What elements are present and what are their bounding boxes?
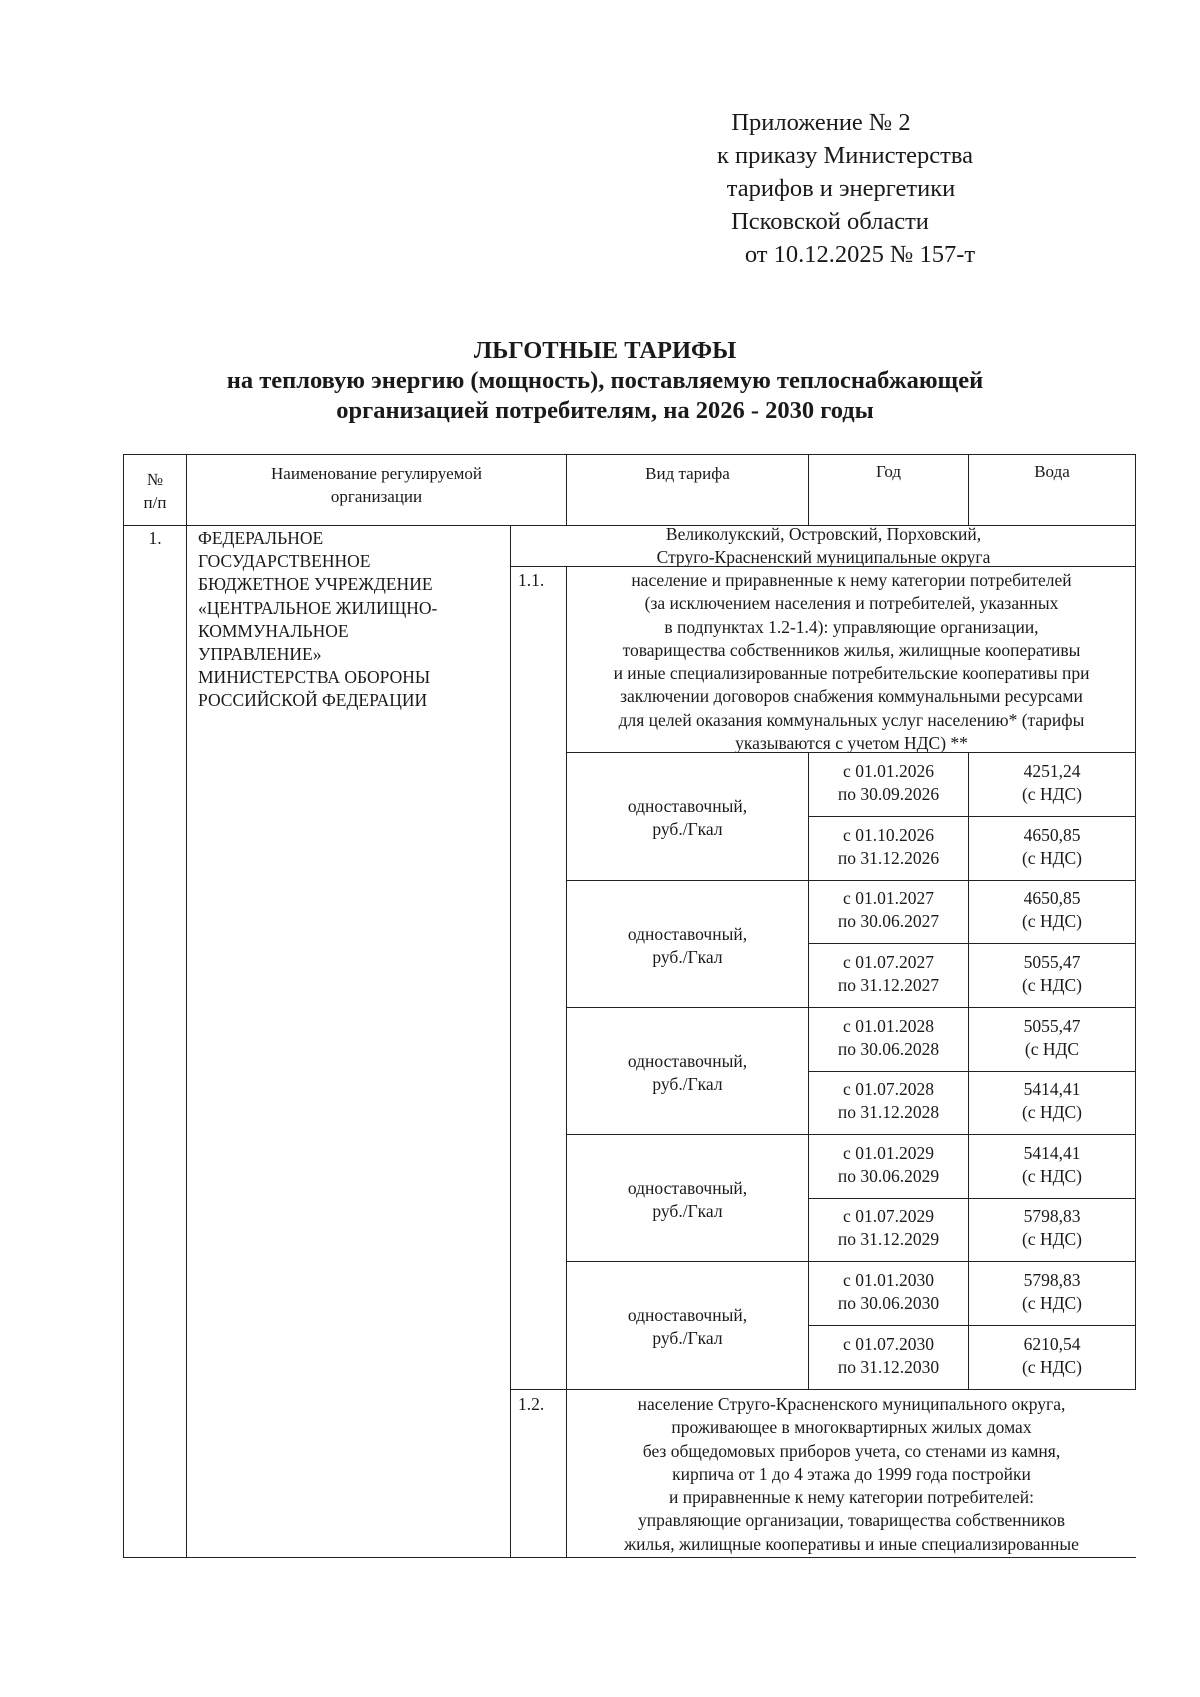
appendix-line: Приложение № 2 — [731, 109, 911, 136]
header-number: № п/п — [143, 470, 167, 512]
table-line — [510, 525, 511, 1558]
tariff-type: одноставочный, руб./Гкал — [627, 1305, 748, 1348]
appendix-line: Псковской области — [731, 208, 929, 235]
table-border-top — [123, 454, 1136, 455]
subsection-description: население и приравненные к нему категории потребителей (за исключением населения и потребителей, указанных в подпунктах 1.2-1.4): управляющие организации, товарищества собственников жилья, жилищные кооперативы и иные специализированные потребительские кооперативы при заключении договоров снабжения коммунальными ресурсами для целей оказания коммунальных услуг населению* (тарифы указываются с учетом НДС) ** — [613, 570, 1090, 754]
table-line — [808, 1071, 1136, 1072]
subsection-number: 1.1. — [518, 570, 545, 590]
tariff-value: 4650,85 (с НДС) — [1021, 888, 1083, 931]
period-dates: с 01.01.2029 по 30.06.2029 — [837, 1143, 940, 1186]
period-dates: с 01.07.2028 по 31.12.2028 — [837, 1079, 940, 1122]
tariff-type: одноставочный, руб./Гкал — [627, 1051, 748, 1094]
title-line: организацией потребителям, на 2026 - 2030 годы — [336, 397, 874, 424]
period-dates: с 01.01.2028 по 30.06.2028 — [837, 1016, 940, 1059]
table-border-bottom — [123, 1557, 1136, 1558]
title-line: ЛЬГОТНЫЕ ТАРИФЫ — [473, 337, 737, 364]
header-year: Год — [876, 462, 901, 481]
period-dates: с 01.01.2026 по 30.09.2026 — [837, 761, 940, 804]
organization-name: ФЕДЕРАЛЬНОЕ ГОСУДАРСТВЕННОЕ БЮДЖЕТНОЕ УЧРЕЖДЕНИЕ «ЦЕНТРАЛЬНОЕ ЖИЛИЩНО- КОММУНАЛЬНОЕ УПРАВЛЕНИЕ» МИНИСТЕРСТВА ОБОРОНЫ РОССИЙСКОЙ ФЕДЕРАЦИИ — [198, 528, 438, 711]
tariff-value: 5798,83 (с НДС) — [1021, 1270, 1083, 1313]
table-line — [566, 1261, 1136, 1262]
document-title — [130, 336, 1080, 426]
table-line — [186, 454, 187, 1558]
tariff-value: 4251,24 (с НДС) — [1021, 761, 1083, 804]
period-dates: с 01.07.2030 по 31.12.2030 — [837, 1334, 940, 1377]
row-number: 1. — [148, 528, 162, 548]
title-line: на тепловую энергию (мощность), поставляемую теплоснабжающей — [226, 367, 984, 394]
period-dates: с 01.01.2027 по 30.06.2027 — [837, 888, 940, 931]
header-water: Вода — [1034, 462, 1070, 481]
table-line — [808, 816, 1136, 817]
subsection-description: население Струго-Красненского муниципального округа, проживающее в многоквартирных жилых домах без общедомовых приборов учета, со стенами из камня, кирпича от 1 до 4 этажа до 1999 года постройки и приравненные к нему категории потребителей: управляющие организации, товарищества собственников жилья, жилищные кооперативы и иные специализированные — [624, 1394, 1079, 1554]
tariff-value: 4650,85 (с НДС) — [1021, 825, 1083, 868]
table-border-left — [123, 454, 124, 1558]
table-line — [510, 1389, 1136, 1390]
appendix-block — [700, 106, 1000, 271]
tariff-value: 5055,47 (с НДС — [1023, 1016, 1081, 1059]
tariff-value: 5414,41 (с НДС) — [1021, 1079, 1083, 1122]
table-line — [808, 1325, 1136, 1326]
table-line — [566, 880, 1136, 881]
period-dates: с 01.10.2026 по 31.12.2026 — [837, 825, 940, 868]
table-line — [566, 1007, 1136, 1008]
header-tariff-type: Вид тарифа — [645, 464, 730, 483]
period-dates: с 01.07.2029 по 31.12.2029 — [837, 1206, 940, 1249]
tariff-value: 5414,41 (с НДС) — [1021, 1143, 1083, 1186]
tariff-type: одноставочный, руб./Гкал — [627, 1178, 748, 1221]
districts-heading: Великолукский, Островский, Порховский, Струго-Красненский муниципальные округа — [656, 524, 991, 567]
table-line — [808, 943, 1136, 944]
header-organization: Наименование регулируемой организации — [271, 464, 482, 506]
table-line — [566, 1134, 1136, 1135]
appendix-line: тарифов и энергетики — [726, 175, 956, 202]
tariff-type: одноставочный, руб./Гкал — [627, 924, 748, 967]
appendix-line: от 10.12.2025 № 157-т — [744, 241, 976, 268]
tariff-value: 5055,47 (с НДС) — [1021, 952, 1083, 995]
table-line — [808, 1198, 1136, 1199]
tariff-type: одноставочный, руб./Гкал — [627, 796, 748, 839]
period-dates: с 01.01.2030 по 30.06.2030 — [837, 1270, 940, 1313]
subsection-number: 1.2. — [518, 1394, 545, 1414]
tariff-value: 5798,83 (с НДС) — [1021, 1206, 1083, 1249]
tariff-value: 6210,54 (с НДС) — [1021, 1334, 1083, 1377]
appendix-line: к приказу Министерства — [717, 142, 973, 169]
period-dates: с 01.07.2027 по 31.12.2027 — [837, 952, 940, 995]
